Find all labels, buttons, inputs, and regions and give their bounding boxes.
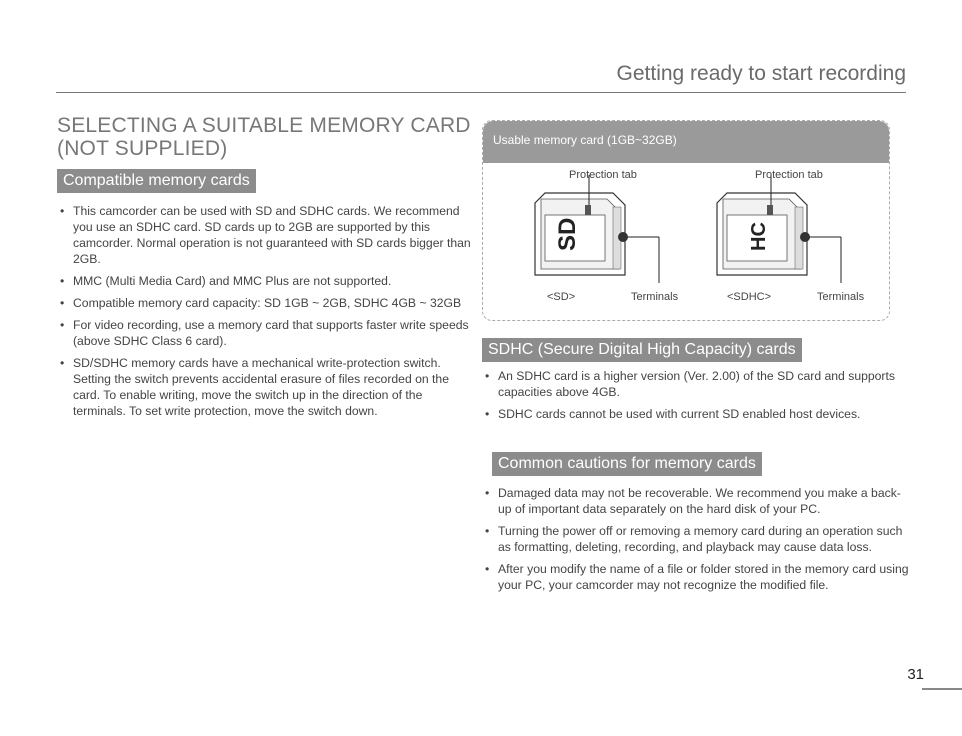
page-title: SELECTING A SUITABLE MEMORY CARD (NOT SUPPLIED) xyxy=(57,114,471,160)
common-cautions-banner: Common cautions for memory cards xyxy=(492,452,762,476)
list-item: • After you modify the name of a file or folder stored in the memory card using your PC, your camcorder may not recognize the modified file. xyxy=(482,561,910,593)
list-item: • An SDHC card is a higher version (Ver. 2.00) of the SD card and supports capacities above 4GB. xyxy=(482,368,910,400)
list-item: • SD/SDHC memory cards have a mechanical write-protection switch. Setting the switch prevents accidental erasure of files recorded on the card. To enable writing, move the switch up in the direction of the terminals. To set write protection, move the switch down. xyxy=(57,355,477,419)
usable-card-figure xyxy=(482,120,890,321)
list-item: • This camcorder can be used with SD and SDHC cards. We recommend you use an SDHC card. SD cards up to 2GB are supported by this camcorder. Normal operation is not guaranteed with SD cards bigger than 2GB. xyxy=(57,203,477,267)
compatible-cards-list xyxy=(57,203,477,425)
terminals-label-sd: Terminals xyxy=(631,291,679,303)
common-cautions-list xyxy=(482,485,910,599)
svg-text:HC: HC xyxy=(748,222,770,251)
list-item: • Damaged data may not be recoverable. We recommend you make a back-up of important data separately on the hard disk of your PC. xyxy=(482,485,910,517)
svg-text:SD: SD xyxy=(554,217,581,251)
sd-card-label: <SD> xyxy=(547,291,576,303)
sd-card-illustration xyxy=(535,175,659,283)
list-item: • Compatible memory card capacity: SD 1GB ~ 2GB, SDHC 4GB ~ 32GB xyxy=(57,295,477,311)
sdhc-cards-list xyxy=(482,368,910,428)
header-divider xyxy=(56,92,906,93)
page-number-rule xyxy=(922,688,962,690)
sdhc-cards-banner: SDHC (Secure Digital High Capacity) cards xyxy=(482,338,802,362)
list-item: • SDHC cards cannot be used with current SD enabled host devices. xyxy=(482,406,910,422)
list-item: • Turning the power off or removing a memory card during an operation such as formatting, deleting, recording, and playback may cause data loss. xyxy=(482,523,910,555)
usable-card-header: Usable memory card (1GB~32GB) xyxy=(483,121,889,163)
list-item: • For video recording, use a memory card that supports faster write speeds (above SDHC Class 6 card). xyxy=(57,317,477,349)
sdhc-card-illustration xyxy=(717,175,841,283)
list-item: • MMC (Multi Media Card) and MMC Plus are not supported. xyxy=(57,273,477,289)
page-number: 31 xyxy=(907,666,924,683)
header-title: Getting ready to start recording xyxy=(616,62,906,85)
compatible-cards-banner: Compatible memory cards xyxy=(57,169,256,193)
protection-tab-label-sd: Protection tab xyxy=(569,169,637,181)
protection-tab-label-sdhc: Protection tab xyxy=(755,169,823,181)
terminals-label-sdhc: Terminals xyxy=(817,291,865,303)
sdhc-card-label: <SDHC> xyxy=(727,291,772,303)
